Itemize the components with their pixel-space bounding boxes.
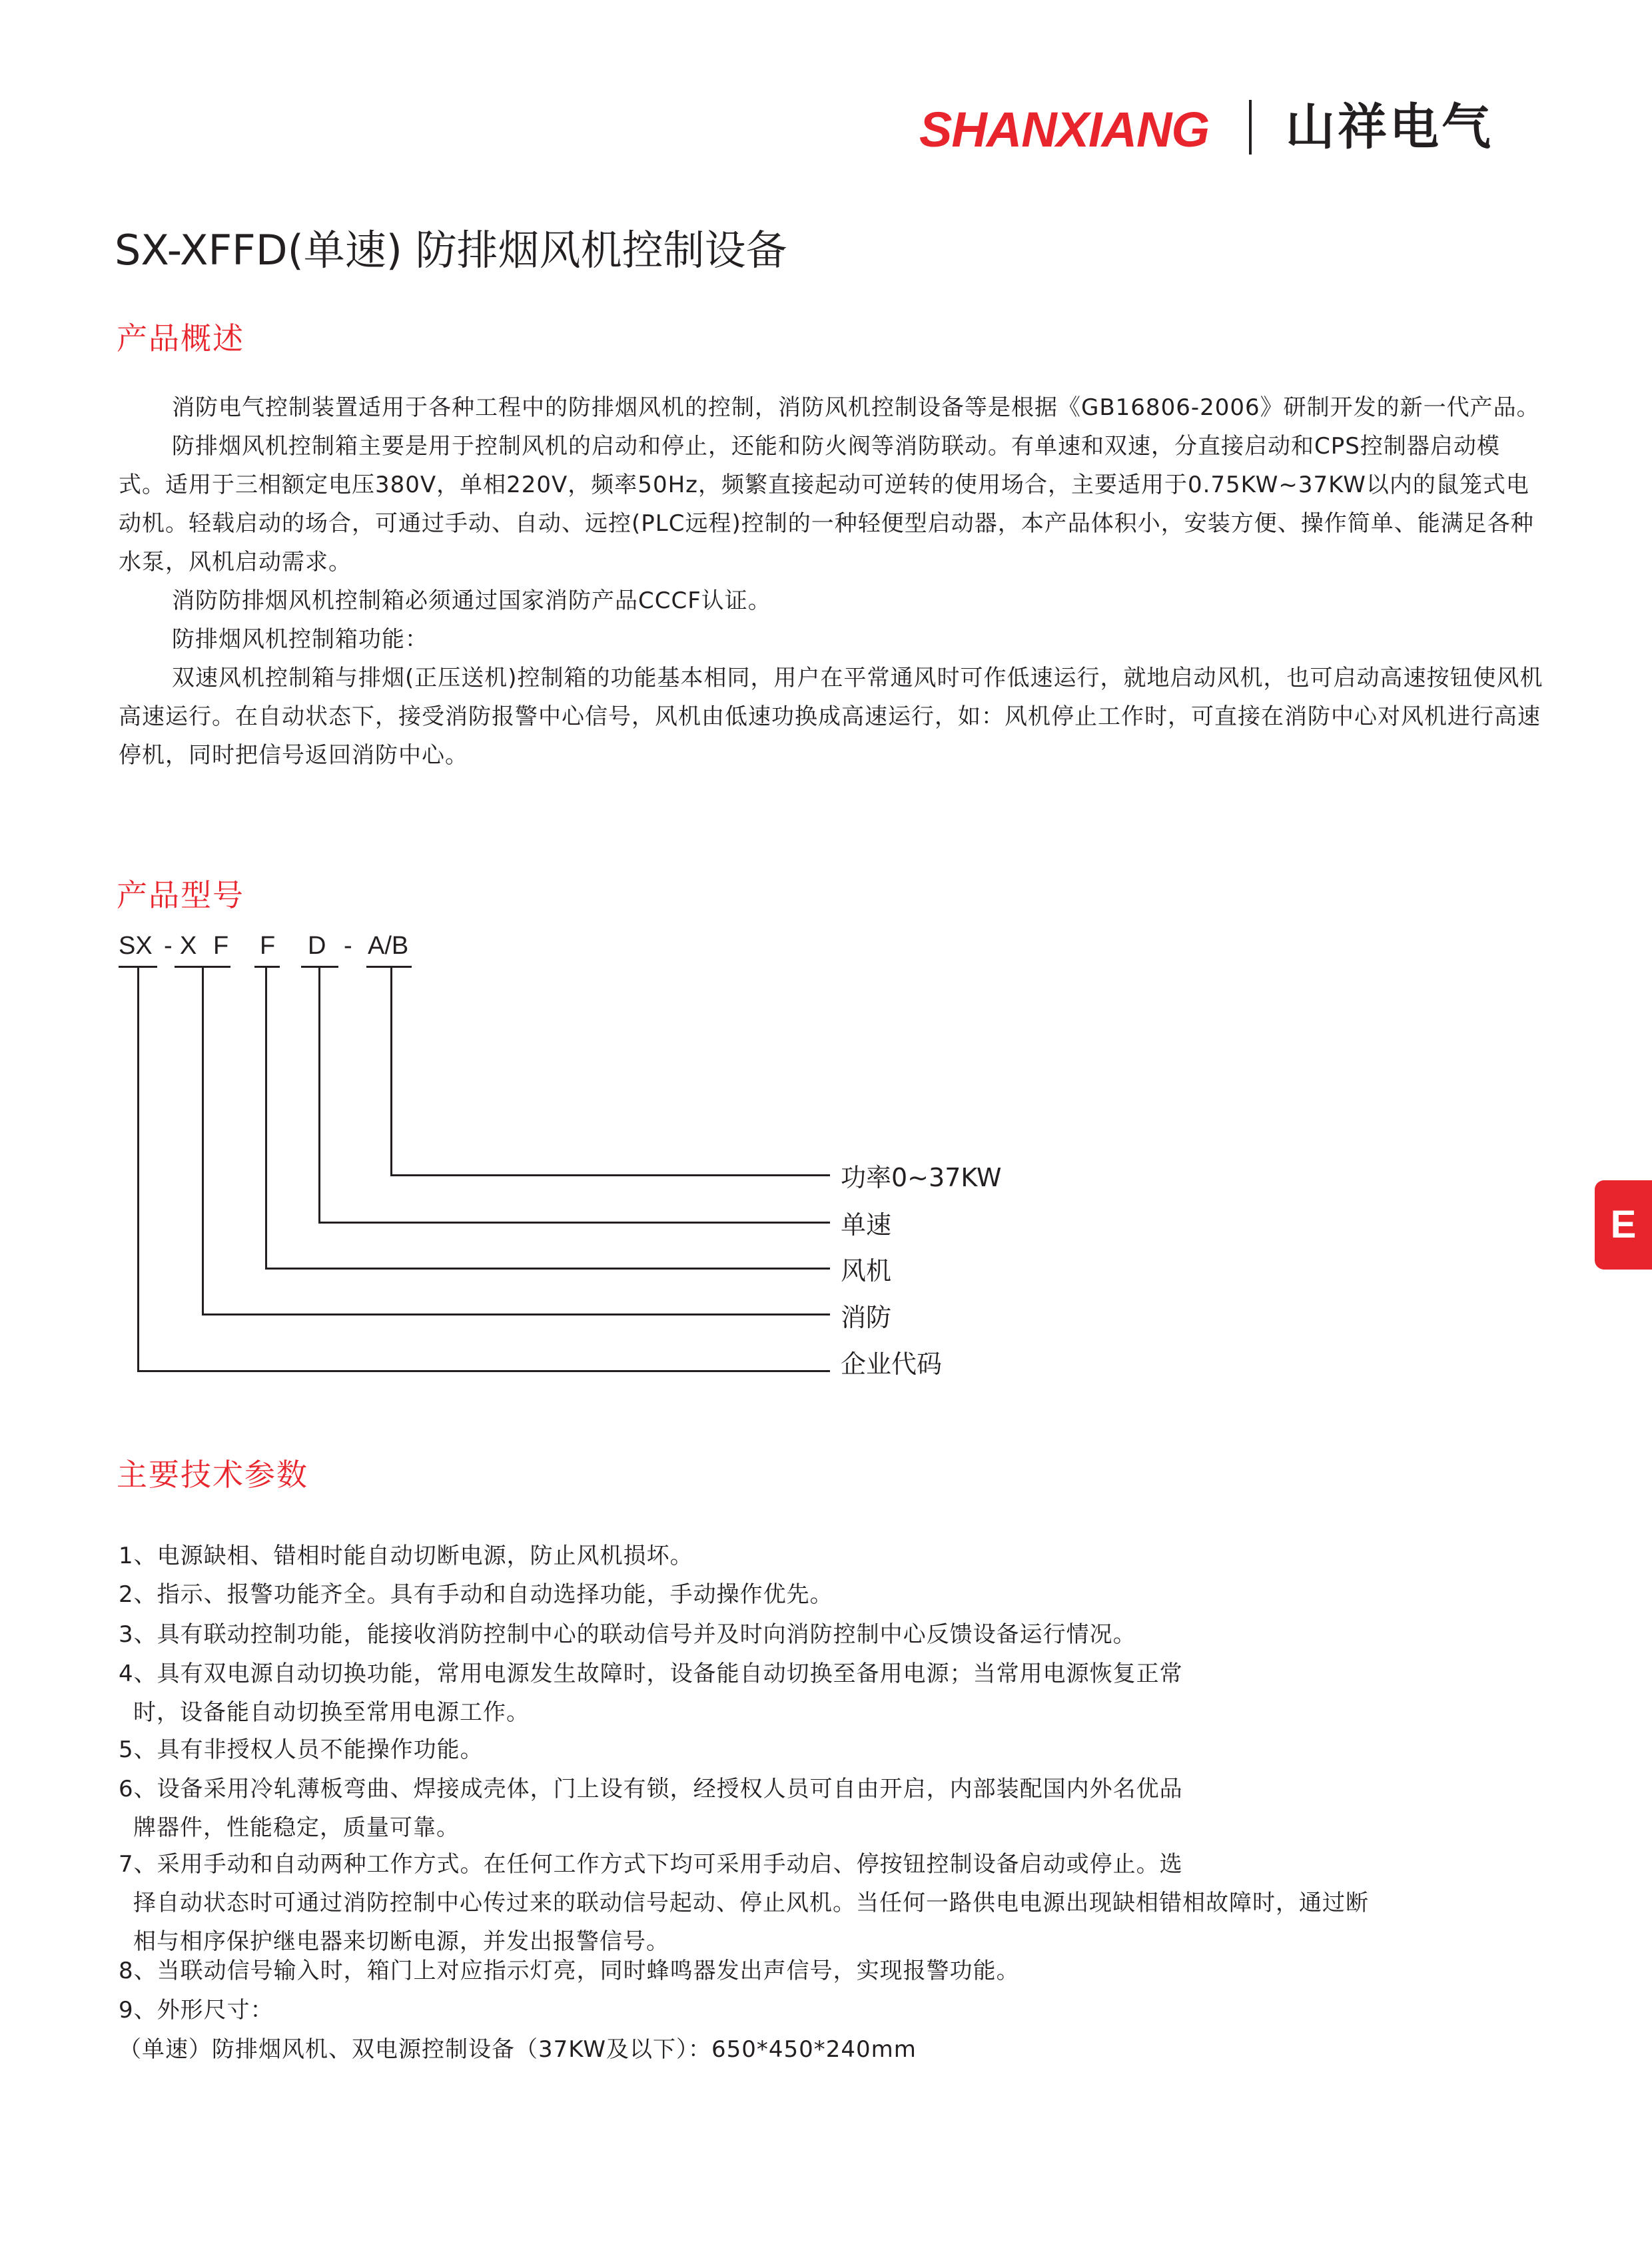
spec-item-3-line: 3、具有联动控制功能，能接收消防控制中心的联动信号并及时向消防控制中心反馈设备运行情况。 [119,1621,1136,1648]
overview-paragraph-3: 消防防排烟风机控制箱必须通过国家消防产品CCCF认证。 [172,587,771,614]
code-part-dash-1: - [164,932,173,960]
spec-item-3 [119,1615,1384,1654]
code-part-d: D [308,932,326,960]
code-part-ab: A/B [368,932,409,960]
spec-item-7-cont: 择自动状态时可通过消防控制中心传过来的联动信号起动、停止风机。当任何一路供电电源出现缺相错相故障时，通过断相与相序保护继电器来切断电源，并发出报警信号。 [133,1890,1369,1955]
spec-item-6 [119,1770,1384,1847]
legend-fan: 风机 [841,1256,892,1286]
code-part-f1: F [213,932,229,960]
spec-item-6-line: 6、设备采用冷轧薄板弯曲、焊接成壳体，门上设有锁，经授权人员可自由开启，内部装配国内外名优品 [119,1776,1183,1802]
code-part-x: X [180,932,197,960]
leader-hline-company [137,1370,830,1372]
overview-heading: 产品概述 [117,320,244,356]
leader-vline-fire [202,966,204,1315]
legend-company-code: 企业代码 [841,1349,943,1379]
code-underline-ab [366,966,412,968]
brand-logo-en: SHANXIANG [919,102,1210,157]
leader-hline-fire [202,1313,830,1315]
leader-vline-company [137,966,139,1372]
overview-text [119,388,1544,775]
spec-item-4-cont: 时，设备能自动切换至常用电源工作。 [133,1699,530,1726]
spec-item-5 [119,1730,1384,1769]
leader-vline-speed [318,966,320,1224]
leader-hline-fan [265,1268,830,1270]
spec-item-1-line: 1、电源缺相、错相时能自动切断电源，防止风机损坏。 [119,1543,693,1569]
legend-speed: 单速 [841,1210,892,1240]
spec-item-9 [119,1991,1384,2030]
spec-item-5-line: 5、具有非授权人员不能操作功能。 [119,1736,484,1763]
brand-logo-cn: 山祥电气 [1286,99,1493,156]
spec-item-7-line: 7、采用手动和自动两种工作方式。在任何工作方式下均可采用手动启、停按钮控制设备启动或停止。选 [119,1851,1183,1878]
spec-item-2 [119,1575,1384,1614]
section-tab-e: E [1595,1180,1652,1270]
logo-divider [1249,100,1252,155]
spec-item-2-line: 2、指示、报警功能齐全。具有手动和自动选择功能，手动操作优先。 [119,1581,833,1608]
overview-paragraph-4: 防排烟风机控制箱功能： [172,626,428,653]
code-part-f2: F [260,932,276,960]
code-part-dash-2: - [344,932,352,960]
leader-vline-power [390,966,392,1176]
legend-power: 功率0~37KW [841,1163,1002,1192]
spec-item-8-line: 8、当联动信号输入时，箱门上对应指示灯亮，同时蜂鸣器发出声信号，实现报警功能。 [119,1958,1020,1984]
specs-heading: 主要技术参数 [117,1457,308,1493]
legend-fire: 消防 [841,1303,892,1332]
spec-item-6-cont: 牌器件，性能稳定，质量可靠。 [133,1814,460,1841]
page-title: SX-XFFD(单速) 防排烟风机控制设备 [115,226,787,274]
spec-item-4-line: 4、具有双电源自动切换功能，常用电源发生故障时，设备能自动切换至备用电源；当常用电源恢复正常 [119,1661,1183,1687]
leader-hline-speed [318,1222,830,1224]
leader-hline-power [390,1174,830,1176]
spec-item-9-line: 9、外形尺寸： [119,1997,274,2024]
spec-item-1 [119,1537,1384,1575]
code-underline-f [254,966,280,968]
overview-paragraph-2: 防排烟风机控制箱主要是用于控制风机的启动和停止，还能和防火阀等消防联动。有单速和双速，分直接启动和CPS控制器启动模式。适用于三相额定电压380V，单相220V，频率50Hz，频繁直接起动可逆转的使用场合，主要适用于0.75KW~37KW以内的鼠笼式电动机。轻载启动的场合，可通过手动、自动、远控(PLC远程)控制的一种轻便型启动器，本产品体积小，安装方便、操作简单、能满足各种水泵，风机启动需求。 [119,433,1534,575]
spec-item-4 [119,1655,1384,1732]
spec-item-7 [119,1845,1384,1961]
spec-item-10-line: （单速）防排烟风机、双电源控制设备（37KW及以下）：650*450*240mm [119,2036,917,2063]
overview-paragraph-1: 消防电气控制装置适用于各种工程中的防排烟风机的控制，消防风机控制设备等是根据《GB16806-2006》研制开发的新一代产品。 [172,394,1540,421]
code-part-sx: SX [119,932,153,960]
spec-item-8 [119,1952,1384,1990]
model-heading: 产品型号 [117,877,244,913]
spec-item-10 [119,2030,1384,2069]
leader-vline-fan [265,966,267,1270]
overview-paragraph-5: 双速风机控制箱与排烟(正压送机)控制箱的功能基本相同，用户在平常通风时可作低速运行，就地启动风机，也可启动高速按钮使风机高速运行。在自动状态下，接受消防报警中心信号，风机由低速功换成高速运行，如：风机停止工作时，可直接在消防中心对风机进行高速停机，同时把信号返回消防中心。 [119,665,1543,769]
